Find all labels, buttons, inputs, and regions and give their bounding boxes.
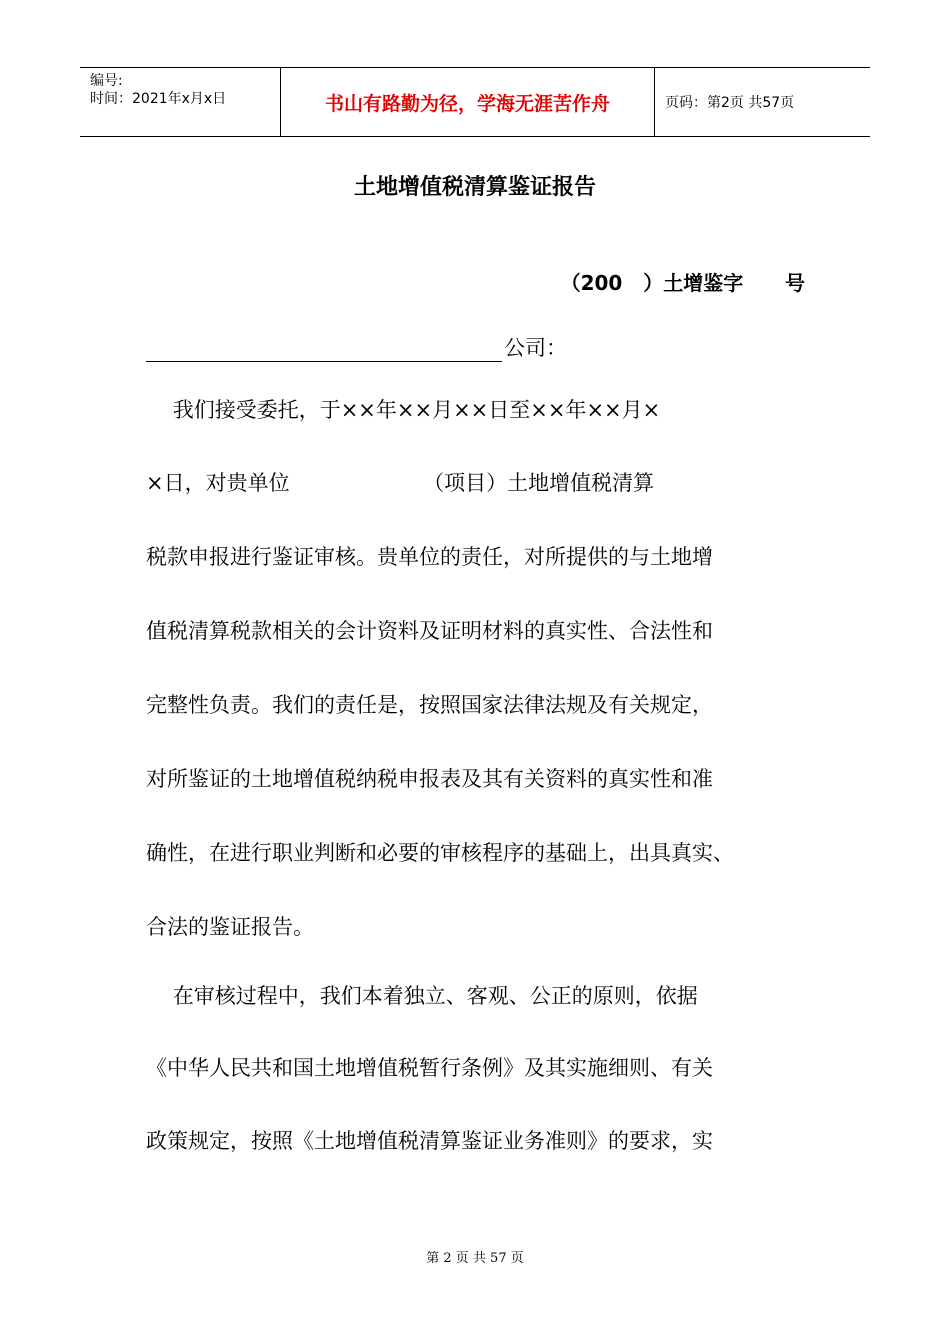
number-label: 编号:: [90, 73, 123, 89]
page-header: [80, 67, 870, 137]
date-label: 时间：2021年x月x日: [90, 91, 227, 107]
body-line: 合法的鉴证报告。: [146, 915, 314, 939]
page-footer: 第 2 页 共 57 页: [426, 1251, 524, 1266]
body-line: 值税清算税款相关的会计资料及证明材料的真实性、合法性和: [146, 619, 713, 643]
body-line: 《中华人民共和国土地增值税暂行条例》及其实施细则、有关: [146, 1056, 713, 1080]
document-number: （200 ）土增鉴字 号: [560, 271, 805, 295]
body-line: 在审核过程中，我们本着独立、客观、公正的原则，依据: [146, 984, 698, 1008]
body-line: ×日，对贵单位 （项目）土地增值税清算: [146, 471, 655, 495]
addressee-blank: [146, 337, 502, 362]
body-line: 政策规定，按照《土地增值税清算鉴证业务准则》的要求，实: [146, 1129, 713, 1153]
header-meta: [80, 68, 281, 136]
body-line: 税款申报进行鉴证审核。贵单位的责任，对所提供的与土地增: [146, 545, 713, 569]
header-motto: 书山有路勤为径，学海无涯苦作舟: [281, 68, 655, 136]
addressee-suffix: 公司：: [504, 336, 567, 360]
document-title: 土地增值税清算鉴证报告: [353, 175, 596, 200]
body-line: 我们接受委托，于××年××月××日至××年××月×: [146, 398, 661, 422]
body-line: 确性，在进行职业判断和必要的审核程序的基础上，出具真实、: [146, 841, 734, 865]
body-line: 完整性负责。我们的责任是，按照国家法律法规及有关规定，: [146, 693, 713, 717]
header-page-info: 页码：第2页 共57页: [665, 95, 795, 111]
addressee: [146, 332, 567, 362]
body-line: 对所鉴证的土地增值税纳税申报表及其有关资料的真实性和准: [146, 767, 713, 791]
